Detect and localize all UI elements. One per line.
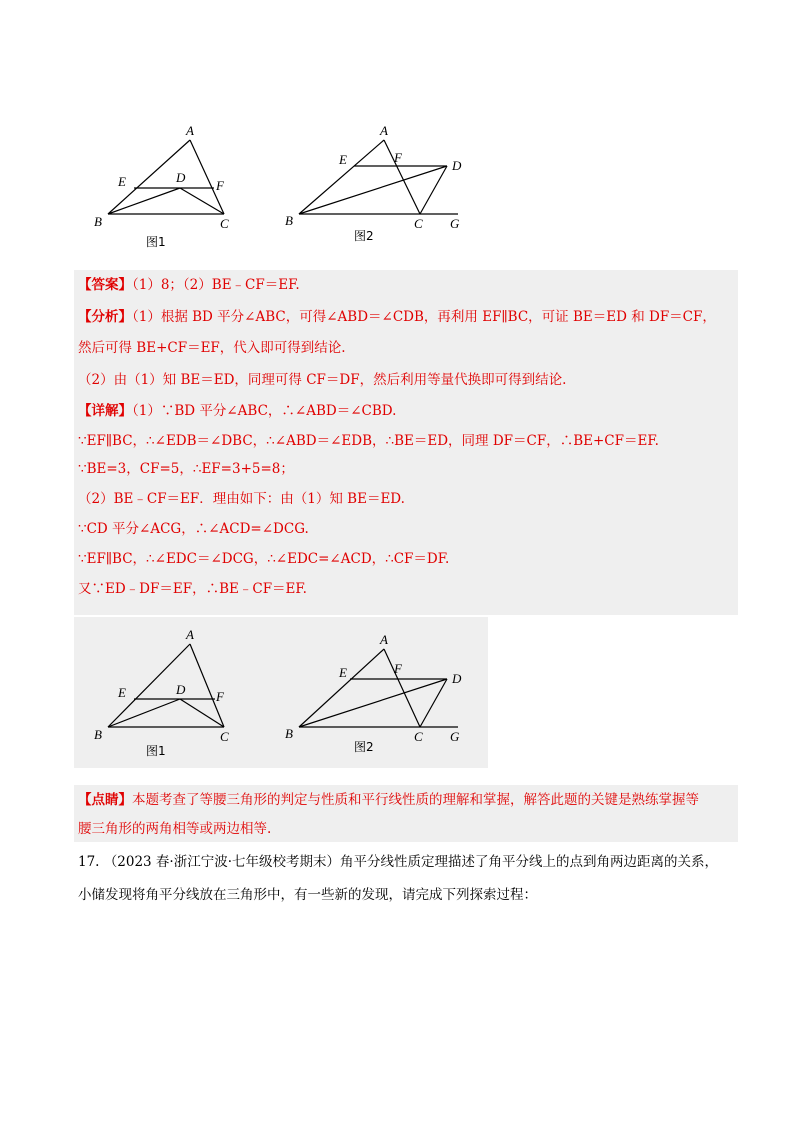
label-f: F [394,661,402,676]
label-a: A [380,123,388,138]
label-d: D [452,671,462,686]
comment-text-1: 本题考查了等腰三角形的判定与性质和平行线性质的理解和掌握，解答此题的关键是熟练掌握等 [132,792,699,808]
label-f: F [394,150,402,165]
detail-line-4: （2）BE﹣CF＝EF．理由如下：由（1）知 BE＝ED. [78,491,405,507]
comment-line-1 [78,791,699,809]
label-a: A [186,627,194,642]
figure-2-top [299,140,458,214]
label-c: C [414,729,423,744]
label-c: C [220,729,229,744]
label-b: B [285,726,293,741]
label-f: F [216,689,224,704]
caption-fig1: 图1 [146,744,166,757]
label-d: D [452,158,462,173]
figure-2-bottom [299,649,458,727]
analysis-text-1: （1）根据 BD 平分∠ABC，可得∠ABD＝∠CDB，再利用 EF∥BC，可证 BE＝ED 和 DF＝CF， [132,309,716,325]
label-e: E [118,685,126,700]
analysis-tag: 【分析】 [78,309,132,325]
detail-line-1 [78,402,396,420]
detail-line-5: ∵CD 平分∠ACG，∴∠ACD=∠DCG. [78,521,309,537]
label-c: C [414,216,423,231]
answer-tag: 【答案】 [78,277,132,293]
label-e: E [339,152,347,167]
top-figures [80,118,480,248]
detail-line-6: ∵EF∥BC，∴∠EDC＝∠DCG，∴∠EDC=∠ACD，∴CF＝DF. [78,551,450,567]
detail-line-2: ∵EF∥BC，∴∠EDB＝∠DBC，∴∠ABD＝∠EDB，∴BE＝ED，同理 DF＝CF，∴BE+CF＝EF. [78,433,659,449]
problem-17-line-2: 小储发现将角平分线放在三角形中，有一些新的发现，请完成下列探索过程： [78,887,537,903]
detail-line-3: ∵BE=3，CF=5，∴EF=3+5=8； [78,461,294,477]
label-a: A [380,632,388,647]
comment-tag: 【点睛】 [78,792,132,808]
answer-text: （1）8；（2）BE﹣CF＝EF. [132,277,300,293]
analysis-line-3: （2）由（1）知 BE＝ED，同理可得 CF＝DF，然后利用等量代换即可得到结论. [78,372,567,388]
detail-tag: 【详解】 [78,403,132,419]
label-f: F [216,178,224,193]
label-d: D [176,170,186,185]
label-g: G [450,729,460,744]
label-d: D [176,682,186,697]
label-g: G [450,216,460,231]
label-a: A [186,123,194,138]
problem-17-line-1: 17. （2023 春·浙江宁波·七年级校考期末）角平分线性质定理描述了角平分线上的点到角两边距离的关系， [78,854,718,870]
answer-line [78,276,300,294]
bottom-figures [80,627,480,757]
caption-fig2: 图2 [354,229,374,243]
label-b: B [94,214,102,229]
analysis-line-2: 然后可得 BE+CF＝EF，代入即可得到结论. [78,340,346,356]
detail-text-1: （1）∵BD 平分∠ABC，∴∠ABD＝∠CBD. [132,403,397,419]
analysis-line-1 [78,308,716,326]
label-b: B [285,213,293,228]
label-b: B [94,727,102,742]
caption-fig2: 图2 [354,740,374,754]
label-e: E [118,174,126,189]
caption-fig1: 图1 [146,235,166,248]
detail-line-7: 又∵ED﹣DF＝EF，∴BE﹣CF＝EF. [78,581,307,597]
label-e: E [339,665,347,680]
label-c: C [220,216,229,231]
comment-line-2: 腰三角形的两角相等或两边相等. [78,821,272,837]
